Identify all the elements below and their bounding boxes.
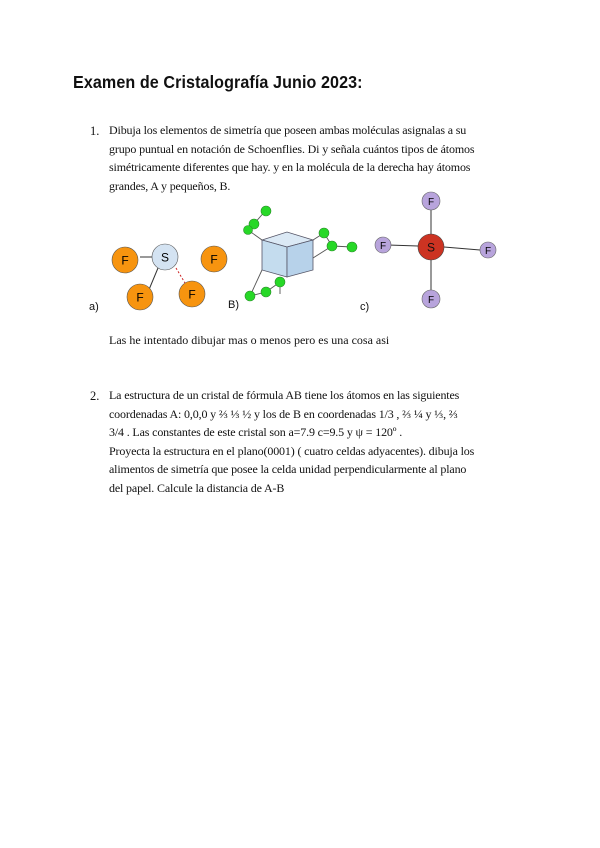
fluorine-label: F (121, 253, 129, 268)
atom (261, 287, 271, 297)
question-2-number: 2. (90, 389, 100, 403)
atom (275, 277, 285, 287)
figure-label-b: B) (228, 299, 239, 311)
sulfur-label: S (160, 250, 170, 265)
bond-line (388, 245, 418, 246)
cube-left-face (262, 240, 287, 277)
question-2-line: La estructura de un cristal de fórmula AB tiene los átomos en las siguientes (109, 388, 460, 402)
atom (319, 228, 329, 238)
question-1-number: 1. (90, 124, 100, 138)
question-1-line: simétricamente diferentes que hay. y en la molécula de la derecha hay átomos (109, 160, 471, 174)
question-1-line: grandes, A y pequeños, B. (109, 178, 231, 193)
bond-line (444, 247, 480, 250)
question-1-note: Las he intentado dibujar mas o menos pero es una cosa asi (109, 333, 390, 347)
atom (327, 241, 337, 251)
fluorine-label: F (484, 246, 492, 257)
atom (245, 291, 255, 301)
question-1-line: grupo puntual en notación de Schoenflies. Di y señala cuántos tipos de átomos (109, 141, 475, 156)
fluorine-label: F (427, 295, 435, 306)
question-1-text (109, 121, 474, 195)
question-2-line: alimentos de simetría que posee la celda unidad perpendicularmente al plano (109, 462, 467, 476)
question-2-line: del papel. Calcule la distancia de A-B (109, 480, 285, 495)
cube-right-face (287, 240, 313, 277)
question-2-line: 3/4 . Las constantes de este cristal son a=7.9 c=9.5 y ψ = 120º . (109, 425, 403, 439)
page-title: Examen de Cristalografía Junio 2023: (73, 72, 363, 92)
sulfur-label: S (426, 240, 436, 255)
question-2-text (109, 386, 474, 497)
figure-label-a: a) (89, 301, 99, 313)
molecule-b-figure (240, 200, 365, 305)
fluorine-label: F (210, 252, 218, 267)
fluorine-label: F (136, 290, 144, 305)
question-2-line: Proyecta la estructura en el plano(0001) ( cuatro celdas adyacentes). dibuja los (109, 443, 475, 458)
atom (261, 206, 271, 216)
fluorine-label: F (427, 197, 435, 208)
question-2-line: coordenadas A: 0,0,0 y ⅔ ⅓ ½ y los de B en coordenadas 1/3 , ⅔ ¼ y ⅓, ⅔ (109, 406, 458, 421)
question-1-line: Dibuja los elementos de simetría que poseen ambas moléculas asignalas a su (109, 123, 467, 137)
fluorine-label: F (188, 287, 196, 302)
molecule-a-figure (100, 235, 230, 315)
fluorine-label: F (379, 241, 387, 252)
molecule-c-figure (370, 190, 500, 315)
figure-label-c: c) (360, 301, 370, 313)
atom (347, 242, 357, 252)
atom (244, 226, 253, 235)
